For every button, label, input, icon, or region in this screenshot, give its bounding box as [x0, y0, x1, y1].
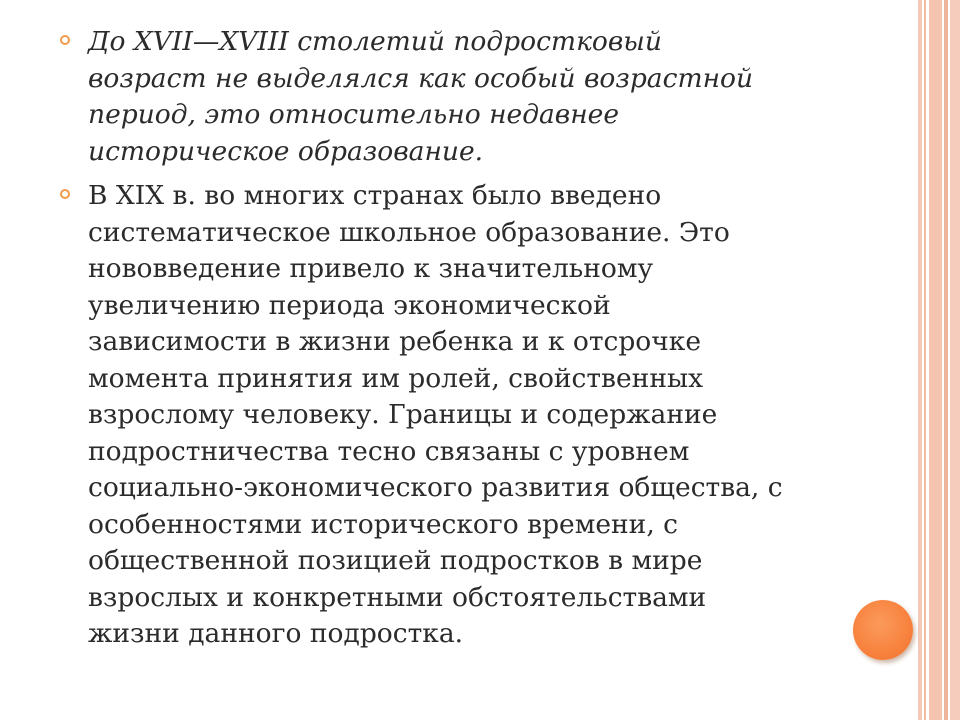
- ring-bullet-icon: [60, 35, 70, 45]
- stripe: [944, 0, 948, 720]
- bullet-item-1: [58, 24, 848, 170]
- orange-orb-icon: [853, 600, 913, 660]
- stripe: [929, 0, 942, 720]
- stripe: [918, 0, 922, 720]
- bullet-text: До XVII—XVIII столетий подростковый возраст не выделялся как особый возрастной период, это относительно недавнее историческое образование.: [88, 26, 754, 167]
- decorative-stripes: [918, 0, 960, 720]
- stripe: [950, 0, 960, 720]
- stripe: [924, 0, 926, 720]
- slide-content: [58, 24, 848, 661]
- bullet-text: В XIX в. во многих странах было введено систематическое школьное образование. Это нововведение привело к значительному увеличению периода экономической зависимости в жизни ребенка и к отсрочке момента принятия им ролей, свойственных взрослому человеку. Границы и содержание подростничества тесно связаны с уровнем социально-экономического развития общества, с особенностями исторического времени, с общественной позицией подростков в мире взрослых и конкретными обстоятельствами жизни данного подростка.: [88, 180, 783, 649]
- ring-bullet-icon: [60, 189, 70, 199]
- bullet-item-2: [58, 178, 848, 653]
